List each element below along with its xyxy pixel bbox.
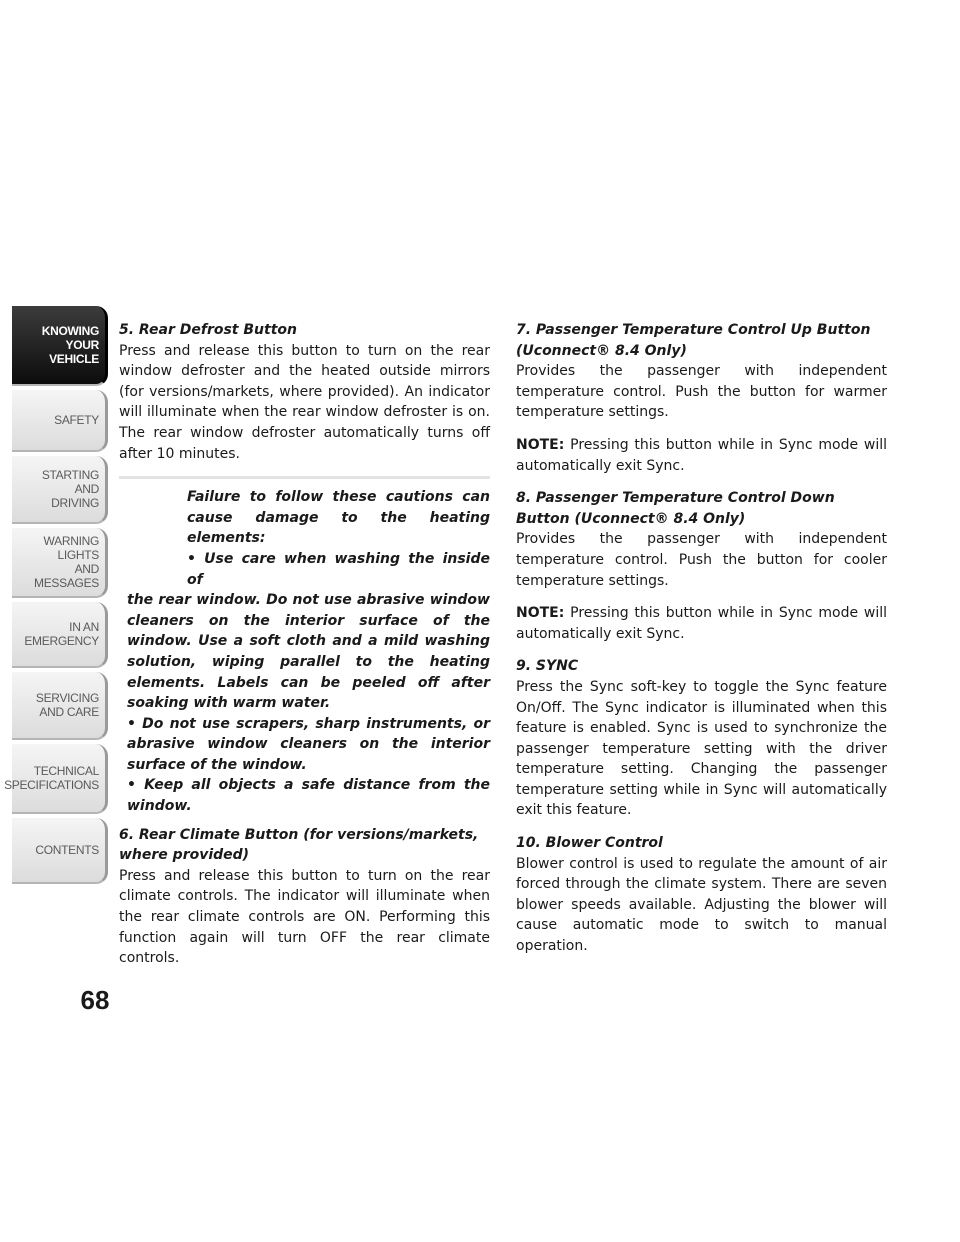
tab-knowing-your-vehicle[interactable]: KNOWING YOUR VEHICLE	[12, 306, 108, 386]
caution-bullet-3: • Keep all objects a safe distance from the window.	[127, 777, 490, 815]
passenger-temp-up-body: Provides the passenger with independent temperature control. Push the button for warmer temperature settings.	[516, 363, 887, 421]
tab-technical-specifications[interactable]: TECHNICAL SPECIFICATIONS	[12, 744, 108, 814]
note-text: Pressing this button while in Sync mode will automatically exit Sync.	[516, 436, 887, 474]
tab-in-an-emergency[interactable]: IN AN EMERGENCY	[12, 602, 108, 668]
page-number: 68	[80, 985, 110, 1015]
tab-servicing-and-care[interactable]: SERVICING AND CARE	[12, 672, 108, 740]
blower-control-body: Blower control is used to regulate the amount of air forced through the climate system. There are seven blower speeds available. Adjusting the blower will cause automatic mode to switch to manual operation.	[516, 855, 887, 955]
tab-safety[interactable]: SAFETY	[12, 390, 108, 452]
note-text: Pressing this button while in Sync mode will automatically exit Sync.	[516, 605, 887, 642]
note-label: NOTE:	[516, 605, 565, 622]
note-label: NOTE:	[516, 436, 565, 453]
caution-bullet-2: • Do not use scrapers, sharp instruments, or abrasive window cleaners on the interior surface of the window.	[127, 715, 490, 773]
tab-contents[interactable]: CONTENTS	[12, 818, 108, 884]
passenger-temp-up-note	[516, 435, 887, 476]
tab-starting-and-driving[interactable]: STARTING AND DRIVING	[12, 456, 108, 524]
tab-warning-lights[interactable]: WARNING LIGHTS AND MESSAGES	[12, 528, 108, 598]
passenger-temp-down-note	[516, 603, 887, 644]
rear-climate-heading: 6. Rear Climate Button (for versions/markets, where provided)	[119, 826, 479, 864]
blower-control-heading: 10. Blower Control	[516, 835, 663, 852]
passenger-temp-down-heading: 8. Passenger Temperature Control Down Button (Uconnect® 8.4 Only)	[516, 490, 835, 527]
passenger-temp-up-heading: 7. Passenger Temperature Control Up Button (Uconnect® 8.4 Only)	[516, 322, 871, 359]
caution-bullet-1-start: • Use care when washing the inside of	[187, 550, 490, 588]
left-column	[119, 320, 490, 981]
section-tabs	[4, 306, 108, 888]
passenger-temp-down-body: Provides the passenger with independent temperature control. Push the button for cooler temperature settings.	[516, 531, 887, 589]
sync-body: Press the Sync soft-key to toggle the Sync feature On/Off. The Sync indicator is illuminated when this feature is enabled. Sync is used to synchronize the passenger temperature setting with the driver temperature setting. Changing the passenger temperature setting while in Sync will automatically exit this feature.	[516, 678, 887, 819]
sync-heading: 9. SYNC	[516, 658, 579, 675]
rear-defrost-body: Press and release this button to turn on the rear window defroster and the heated outside mirrors (for versions/markets, where provided). An indicator will illuminate when the rear window defroster is on. The rear window defroster automatically turns off after 10 minutes.	[119, 342, 490, 462]
right-column	[516, 320, 887, 969]
caution-intro: Failure to follow these cautions can cause damage to the heating elements:	[187, 489, 490, 547]
caution-box	[119, 476, 490, 817]
caution-bullet-1-rest: the rear window. Do not use abrasive window cleaners on the interior surface of the window. Use a soft cloth and a mild washing solution, wiping parallel to the heating elements. Labels can be peeled off after soaking with warm water.	[127, 592, 490, 712]
rear-defrost-heading: 5. Rear Defrost Button	[119, 322, 297, 338]
rear-climate-body: Press and release this button to turn on the rear climate controls. The indicator will illuminate when the rear climate controls are ON. Performing this function again will turn OFF the rear climate controls.	[119, 867, 490, 967]
